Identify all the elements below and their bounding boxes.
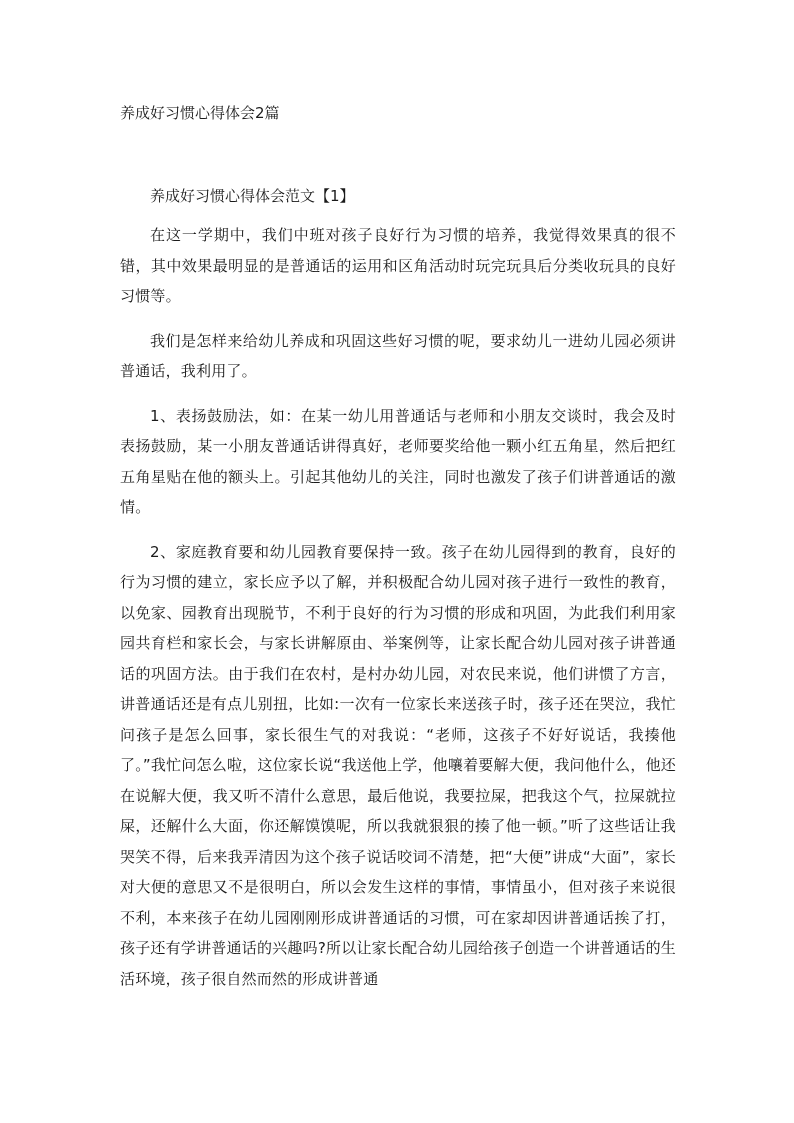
paragraph-2: 我们是怎样来给幼儿养成和巩固这些好习惯的呢，要求幼儿一进幼儿园必须讲普通话，我利用了。	[120, 331, 676, 380]
document-title: 养成好习惯心得体会2篇	[120, 104, 280, 122]
paragraph-4: 2、家庭教育要和幼儿园教育要保持一致。孩子在幼儿园得到的教育，良好的行为习惯的建立，家长应予以了解，并积极配合幼儿园对孩子进行一致性的教育，以免家、园教育出现脱节，不利于良好的行为习惯的形成和巩固，为此我们利用家园共育栏和家长会，与家长讲解原由、举案例等，让家长配合幼儿园对孩子讲普通话的巩固方法。由于我们在农村，是村办幼儿园，对农民来说，他们讲惯了方言，讲普通话还是有点儿别扭，比如:一次有一位家长来送孩子时，孩子还在哭泣，我忙问孩子是怎么回事，家长很生气的对我说：“老师，这孩子不好好说话，我揍他了。”我忙问怎么啦，这位家长说“我送他上学，他嚷着要解大便，我问他什么，他还在说解大便，我又听不清什么意思，最后他说，我要拉屎，把我这个气，拉屎就拉屎，还解什么大面，你还解馍馍呢，所以我就狠狠的揍了他一顿。”听了这些话让我哭笑不得，后来我弄清因为这个孩子说话咬词不清楚，把“大便”讲成“大面”，家长对大便的意思又不是很明白，所以会发生这样的事情，事情虽小，但对孩子来说很不利，本来孩子在幼儿园刚刚形成讲普通话的习惯，可在家却因讲普通话挨了打，孩子还有学讲普通话的兴趣吗?所以让家长配合幼儿园给孩子创造一个讲普通话的生活环境，孩子很自然而然的形成讲普通	[120, 542, 676, 988]
document-body	[120, 182, 676, 1008]
paragraph-3: 1、表扬鼓励法，如：在某一幼儿用普通话与老师和小朋友交谈时，我会及时表扬鼓励，某一小朋友普通话讲得真好，老师要奖给他一颗小红五角星，然后把红五角星贴在他的额头上。引起其他幼儿的关注，同时也激发了孩子们讲普通话的激情。	[120, 406, 676, 516]
section-title: 养成好习惯心得体会范文【1】	[150, 187, 355, 205]
paragraph-1: 在这一学期中，我们中班对孩子良好行为习惯的培养，我觉得效果真的很不错，其中效果最明显的是普通话的运用和区角活动时玩完玩具后分类收玩具的良好习惯等。	[120, 226, 676, 305]
